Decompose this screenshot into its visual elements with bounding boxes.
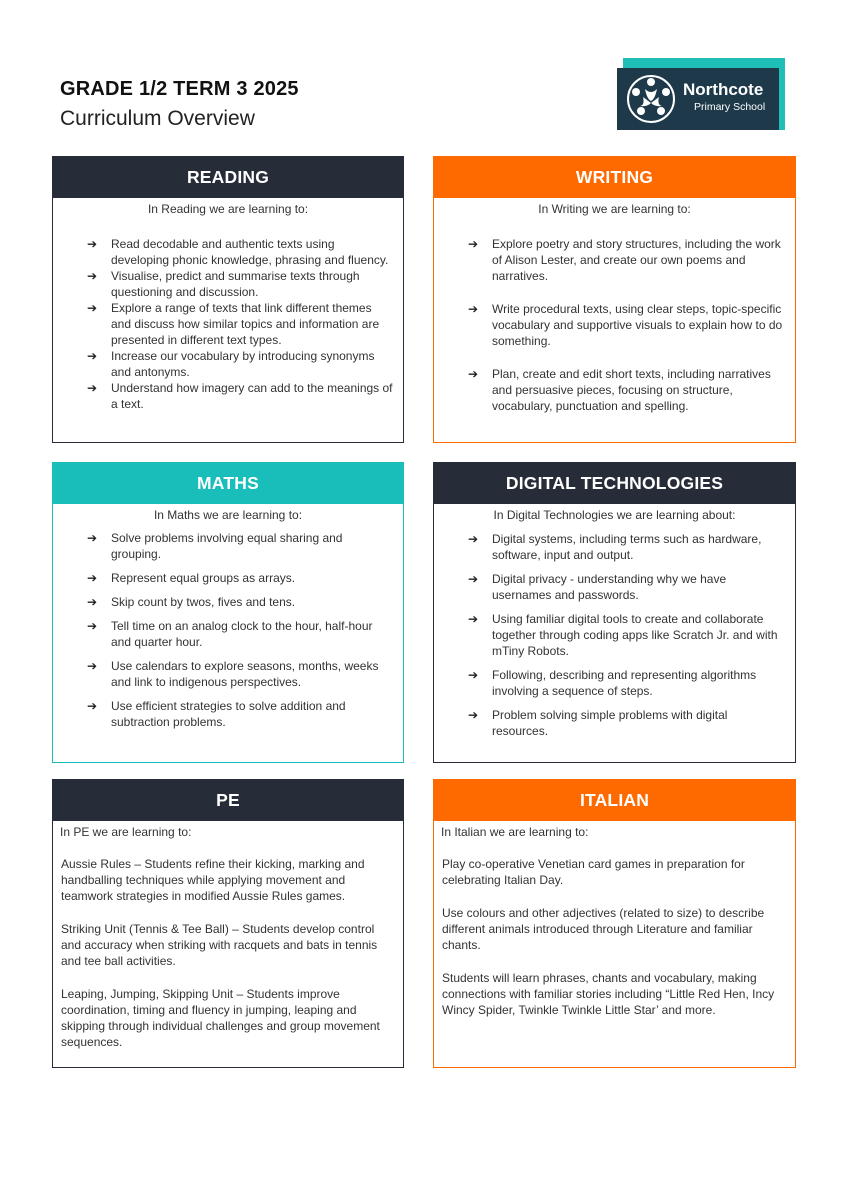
arrow-icon: ➔ bbox=[87, 349, 98, 363]
arrow-icon: ➔ bbox=[468, 668, 479, 682]
arrow-icon: ➔ bbox=[468, 708, 479, 722]
arrow-icon: ➔ bbox=[468, 532, 479, 546]
writing-intro: In Writing we are learning to: bbox=[538, 202, 691, 216]
italian-paragraphs bbox=[434, 856, 795, 1018]
arrow-icon: ➔ bbox=[87, 269, 98, 283]
paragraph: Striking Unit (Tennis & Tee Ball) – Students develop control and accuracy when striking with racquets and bats in tennis and tee ball activities. bbox=[61, 922, 378, 968]
pe-panel bbox=[52, 779, 404, 1068]
arrow-icon: ➔ bbox=[87, 301, 98, 315]
digital-technologies-intro: In Digital Technologies we are learning about: bbox=[493, 508, 736, 522]
paragraph: Aussie Rules – Students refine their kicking, marking and handballing techniques while applying movement and teamwork strategies in modified Aussie Rules games. bbox=[61, 857, 365, 903]
writing-panel bbox=[433, 156, 796, 443]
page-subtitle: Curriculum Overview bbox=[60, 107, 255, 130]
paragraph: Play co-operative Venetian card games in preparation for celebrating Italian Day. bbox=[442, 857, 745, 887]
maths-heading: MATHS bbox=[53, 463, 403, 504]
pe-heading: PE bbox=[53, 780, 403, 821]
reading-panel bbox=[52, 156, 404, 443]
list-item: ➔ Read decodable and authentic texts using developing phonic knowledge, phrasing and fluency. bbox=[87, 237, 389, 267]
reading-heading: READING bbox=[53, 157, 403, 198]
list-item: ➔ Plan, create and edit short texts, including narratives and persuasive pieces, focusing on structure, vocabulary, punctuation and spelling. bbox=[468, 367, 771, 413]
writing-list bbox=[434, 236, 795, 414]
writing-heading: WRITING bbox=[434, 157, 795, 198]
list-item: ➔ Increase our vocabulary by introducing synonyms and antonyms. bbox=[87, 349, 375, 379]
reading-intro: In Reading we are learning to: bbox=[147, 202, 309, 216]
arrow-icon: ➔ bbox=[87, 571, 98, 585]
arrow-icon: ➔ bbox=[87, 595, 98, 609]
digital-technologies-list bbox=[434, 531, 795, 739]
list-item: ➔ Represent equal groups as arrays. bbox=[87, 571, 296, 585]
logo-name: Northcote bbox=[683, 80, 764, 99]
arrow-icon: ➔ bbox=[468, 367, 479, 381]
list-item: ➔ Use calendars to explore seasons, months, weeks and link to indigenous perspectives. bbox=[87, 659, 379, 689]
arrow-icon: ➔ bbox=[468, 572, 479, 586]
digital-technologies-heading: DIGITAL TECHNOLOGIES bbox=[434, 463, 795, 504]
list-item: ➔ Explore poetry and story structures, including the work of Alison Lester, and create our own poems and narratives. bbox=[468, 237, 781, 283]
maths-intro: In Maths we are learning to: bbox=[153, 508, 303, 522]
arrow-icon: ➔ bbox=[87, 619, 98, 633]
list-item: ➔ Use efficient strategies to solve addition and subtraction problems. bbox=[87, 699, 346, 729]
logo-box bbox=[617, 68, 779, 130]
arrow-icon: ➔ bbox=[468, 237, 479, 251]
list-item: ➔ Problem solving simple problems with digital resources. bbox=[468, 708, 728, 738]
list-item: ➔ Understand how imagery can add to the meanings of a text. bbox=[87, 381, 393, 411]
arrow-icon: ➔ bbox=[87, 381, 98, 395]
reading-list bbox=[53, 236, 403, 412]
list-item: ➔ Write procedural texts, using clear steps, topic-specific vocabulary and supportive visuals to explain how to do something. bbox=[468, 302, 783, 348]
maths-panel bbox=[52, 462, 404, 763]
school-logo bbox=[617, 58, 785, 130]
arrow-icon: ➔ bbox=[468, 612, 479, 626]
list-item: ➔ Solve problems involving equal sharing and grouping. bbox=[87, 531, 343, 561]
paragraph: Use colours and other adjectives (related to size) to describe different animals introduced through Literature and familiar chants. bbox=[442, 906, 765, 952]
arrow-icon: ➔ bbox=[87, 237, 98, 251]
people-circle-icon bbox=[625, 73, 677, 125]
digital-technologies-panel bbox=[433, 462, 796, 763]
logo-tagline: Primary School bbox=[694, 101, 766, 113]
list-item: ➔ Tell time on an analog clock to the hour, half-hour and quarter hour. bbox=[87, 619, 373, 649]
paragraph: Leaping, Jumping, Skipping Unit – Students improve coordination, timing and fluency in jumping, leaping and skipping through individual challenges and group movement sequences. bbox=[61, 987, 380, 1049]
list-item: ➔ Digital privacy - understanding why we have usernames and passwords. bbox=[468, 572, 727, 602]
arrow-icon: ➔ bbox=[87, 531, 98, 545]
list-item: ➔ Digital systems, including terms such as hardware, software, input and output. bbox=[468, 532, 762, 562]
list-item: ➔ Skip count by twos, fives and tens. bbox=[87, 595, 296, 609]
italian-heading: ITALIAN bbox=[434, 780, 795, 821]
page-title: GRADE 1/2 TERM 3 2025 bbox=[60, 78, 299, 100]
arrow-icon: ➔ bbox=[87, 659, 98, 673]
pe-paragraphs bbox=[53, 856, 403, 1050]
list-item: ➔ Using familiar digital tools to create and collaborate together through coding apps like Scratch Jr. and with mTiny Robots. bbox=[468, 612, 778, 658]
list-item: ➔ Following, describing and representing algorithms involving a sequence of steps. bbox=[468, 668, 757, 698]
italian-intro: In Italian we are learning to: bbox=[441, 825, 589, 839]
paragraph: Students will learn phrases, chants and vocabulary, making connections with familiar stories including “Little Red Hen, Incy Wincy Spider, Twinkle Twinkle Little Star’ and more. bbox=[442, 971, 775, 1017]
arrow-icon: ➔ bbox=[468, 302, 479, 316]
italian-panel bbox=[433, 779, 796, 1068]
maths-list bbox=[53, 530, 403, 730]
arrow-icon: ➔ bbox=[87, 699, 98, 713]
list-item: ➔ Explore a range of texts that link different themes and discuss how similar topics and information are presented in different text types. bbox=[87, 301, 380, 347]
pe-intro: In PE we are learning to: bbox=[60, 825, 192, 839]
list-item: ➔ Visualise, predict and summarise texts through questioning and discussion. bbox=[87, 269, 360, 299]
